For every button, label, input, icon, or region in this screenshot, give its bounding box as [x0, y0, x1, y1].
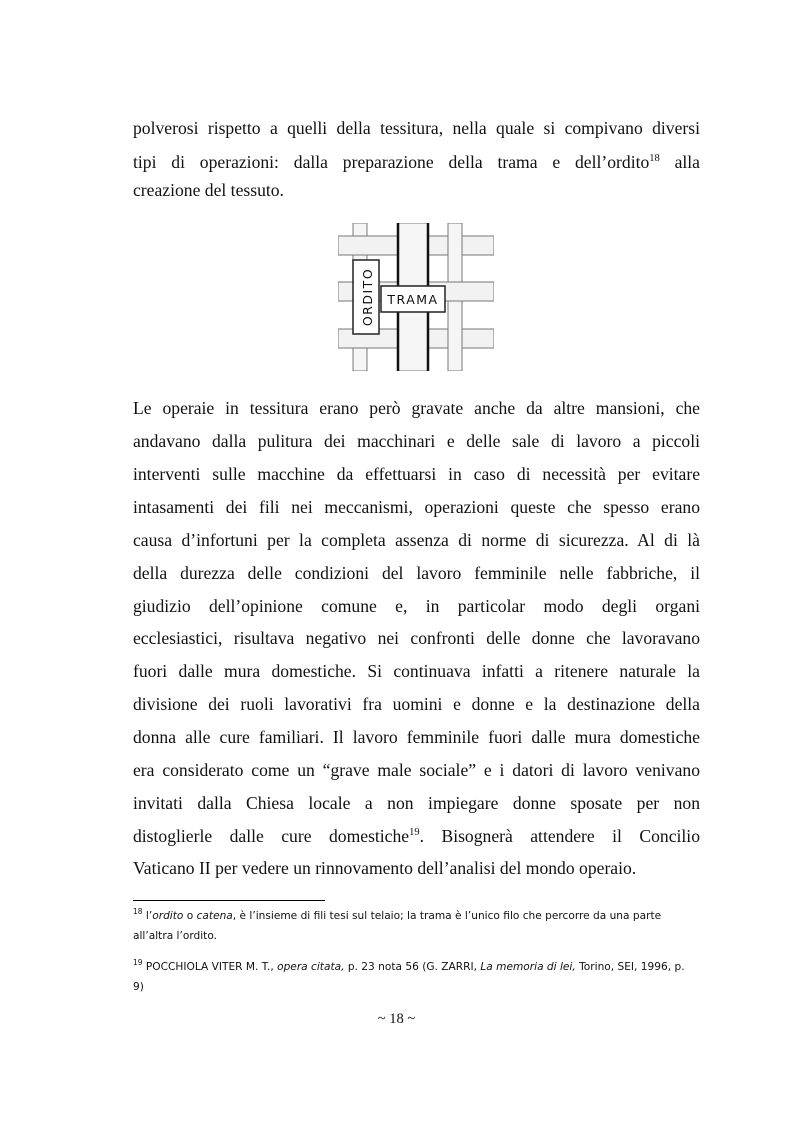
footnote-18-line-2: all’altra l’ordito. — [133, 930, 217, 942]
body-line-2: andavano dalla pulitura dei macchinari e delle sale di lavoro a piccoli — [133, 431, 700, 451]
footnote-ref-18[interactable]: 18 — [649, 153, 660, 164]
fn18-text-c: o — [183, 910, 197, 922]
footnote-18-line-1 — [133, 908, 700, 924]
intro-line-2-end: alla — [659, 152, 700, 172]
body-line-10: divisione dei ruoli lavorativi fra uomini e donne e la destinazione della — [133, 694, 700, 714]
body-line-13: invitati dalla Chiesa locale a non impiegare donne sposate per non — [133, 793, 700, 813]
fn19-text-d: La memoria di lei, — [480, 961, 576, 973]
body-line-9: fuori dalle mura domestiche. Si continuava infatti a ritenere naturale la — [133, 661, 700, 681]
page-number: ~ 18 ~ — [377, 1011, 416, 1027]
weave-figure — [338, 223, 494, 371]
footnote-19-line-1 — [133, 959, 700, 975]
intro-line-3: creazione del tessuto. — [133, 180, 284, 200]
ordito-label: ORDITO — [360, 267, 375, 327]
body-line-14-text: distoglierle dalle cure domestiche — [133, 826, 410, 846]
body-line-15: Vaticano II per vedere un rinnovamento dell’analisi del mondo operaio. — [133, 858, 637, 878]
footnote-ref-19[interactable]: 19 — [409, 827, 420, 838]
body-line-7: giudizio dell’opinione comune e, in particolar modo degli organi — [133, 596, 700, 616]
body-line-5: causa d’infortuni per la completa assenza di norme di sicurezza. Al di là — [133, 530, 700, 550]
body-line-14-end: . Bisognerà attendere il Concilio — [419, 826, 700, 846]
footnote-19-line-2: 9) — [133, 981, 144, 993]
body-line-12: era considerato come un “grave male sociale” e i datori di lavoro venivano — [133, 760, 700, 780]
body-line-6: della durezza delle condizioni del lavoro femminile nelle fabbriche, il — [133, 563, 700, 583]
body-line-11: donna alle cure familiari. Il lavoro femminile fuori dalle mura domestiche — [133, 727, 700, 747]
body-line-1: Le operaie in tessitura erano però gravate anche da altre mansioni, che — [133, 398, 700, 418]
body-line-4: intasamenti dei fili nei meccanismi, operazioni queste che spesso erano — [133, 497, 700, 517]
fn18-term-catena: catena — [196, 910, 233, 922]
footnote-19-number: 19 — [133, 958, 143, 967]
intro-line-2 — [133, 152, 700, 172]
footnote-separator — [133, 900, 325, 901]
body-line-8: ecclesiastici, risultava negativo nei confronti delle donne che lavoravano — [133, 628, 700, 648]
body-line-14 — [133, 826, 700, 846]
intro-line-1: polverosi rispetto a quelli della tessitura, nella quale si compivano diversi — [133, 118, 700, 138]
fn18-term-ordito: ordito — [152, 910, 184, 922]
fn19-text-c: p. 23 nota 56 (G. ZARRI, — [344, 961, 481, 973]
trama-label: TRAMA — [387, 292, 439, 307]
fn19-text-a: POCCHIOLA VITER M. T., — [142, 961, 278, 973]
fn19-text-e: Torino, SEI, 1996, p. — [575, 961, 685, 973]
footnote-18-number: 18 — [133, 907, 143, 916]
fn18-text-a: l’ — [142, 910, 153, 922]
fn18-text-e: , è l’insieme di fili tesi sul telaio; la trama è l’unico filo che percorre da una parte — [232, 910, 662, 922]
fn19-text-b: opera citata, — [277, 961, 345, 973]
body-line-3: interventi sulle macchine da effettuarsi in caso di necessità per evitare — [133, 464, 700, 484]
intro-line-2-text: tipi di operazioni: dalla preparazione della trama e dell’ordito — [133, 152, 650, 172]
